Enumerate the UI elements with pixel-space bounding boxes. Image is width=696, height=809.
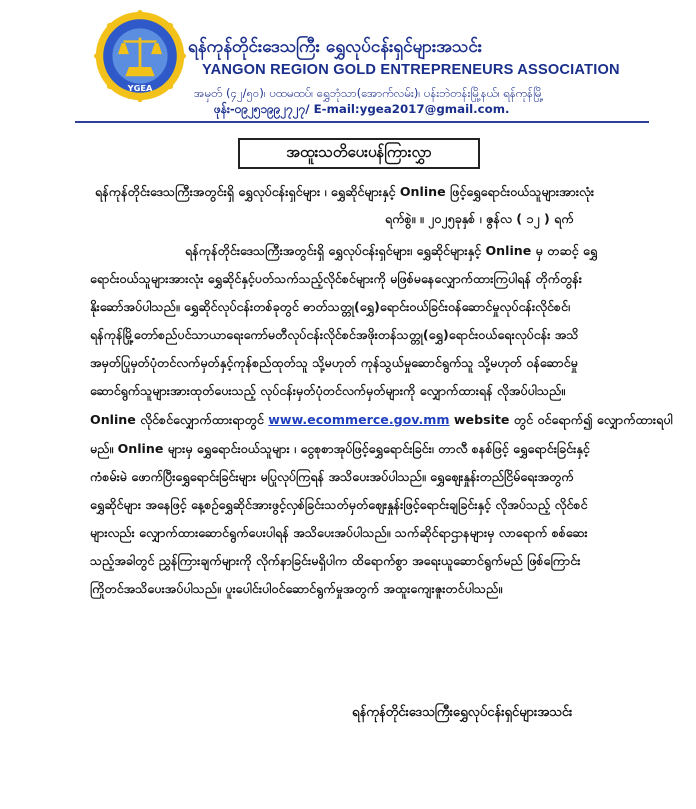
body-line: များလည်း လျှောက်ထားဆောင်ရွက်ပေးပါရန် အသိပေးအပ်ပါသည်။ သက်ဆိုင်ရာဌာနများမှ လာရောက် စစ်ဆေး <box>90 525 588 540</box>
body-line: ဆောင်ရွက်သူများအားထုတ်ပေးသည့် လုပ်ငန်းမှတ်ပုံတင်လက်မှတ်များကို လျှောက်ထားရန် လိုအပ်ပါသည်။ <box>90 383 566 398</box>
website-line-suffix: website တွင် ဝင်ရောက်၍ လျှောက်ထားရပါ <box>453 412 673 427</box>
email-label: E-mail: <box>313 102 360 116</box>
body-line: ရန်ကုန်တိုင်းဒေသကြီးအတွင်းရှိ ရွှေလုပ်ငန်းရှင်များ၊ ရွှေဆိုင်များနှင့် Online မှ တဆင့် ရွှေ <box>185 243 598 258</box>
body-line: နိုးဆော်အပ်ပါသည်။ ရွှေဆိုင်လုပ်ငန်းတစ်ခုတွင် ဓာတ်သတ္တု(ရွှေ)ရောင်းဝယ်ခြင်းဝန်ဆောင်မှုလုပ်ငန်းလိုင်စင်၊ <box>90 299 571 314</box>
org-name-myanmar: ရန်ကုန်တိုင်းဒေသကြီး ရွှေလုပ်ငန်းရှင်များအသင်း <box>188 37 483 57</box>
date-value: ။ ၂၀၂၅ခုနှစ် ၊ ဇွန်လ ( ၁၂ ) ရက် <box>419 211 574 226</box>
addressee-line: ရန်ကုန်တိုင်းဒေသကြီးအတွင်းရှိ ရွှေလုပ်ငန်းရှင်များ ၊ ရွှေဆိုင်များနှင့် Online ဖြင့်ရွှေရောင်းဝယ်သူများအားလုံး <box>95 184 595 199</box>
body-line: အမှတ်ပြုမှတ်ပုံတင်လက်မှတ်နှင့်ကုန်စည်ထုတ်သူ သို့မဟုတ် ကုန်သွယ်မှုဆောင်ရွက်သူ သို့မဟုတ် ဝန်ဆောင်မှု <box>90 355 578 370</box>
body-line: ရွှေဆိုင်များ အနေဖြင့် နေ့စဉ်ရွှေဆိုင်အားဖွင့်လှစ်ခြင်းသတ်မှတ်ဈေးနှုန်းဖြင့်ရောင်းချခြင်းနှင့် လိုအပ်သည့် လိုင်စင် <box>90 497 588 512</box>
body-line: ရောင်းဝယ်သူများအားလုံး ရွှေဆိုင်နှင့်ပတ်သက်သည့်လိုင်စင်များကို မဖြစ်မနေလျှောက်ထားကြပါရန် တိုက်တွန်း <box>90 271 583 286</box>
org-name-english: YANGON REGION GOLD ENTREPRENEURS ASSOCIATION <box>202 62 620 78</box>
website-line-prefix: Online လိုင်စင်လျှောက်ထားရာတွင် <box>90 412 264 427</box>
email-address: ygea2017@gmail.com. <box>359 102 510 116</box>
association-logo <box>94 10 186 102</box>
org-address: အမှတ် (၄၂/၅၀)၊ ပထမထပ်၊ ရွှေဘုံသာ(အောက်လမ်း)၊ ပန်းဘဲတန်းမြို့နယ်၊ ရန်ကုန်မြို့ <box>194 86 544 100</box>
signature-line: ရန်ကုန်တိုင်းဒေသကြီးရွှေလုပ်ငန်းရှင်များအသင်း <box>352 705 573 720</box>
body-line: သည့်အခါတွင် ညွှန်ကြားချက်များကို လိုက်နာခြင်းမရှိပါက ထိရောက်စွာ အရေးယူဆောင်ရွက်မည် ဖြစ်ကြောင်း <box>90 553 581 568</box>
header-divider <box>75 121 649 123</box>
notice-title: အထူးသတိပေးပန်ကြားလွှာ <box>238 138 480 169</box>
website-line <box>90 412 673 431</box>
date-line <box>385 211 574 230</box>
body-line: ကြိုတင်အသိပေးအပ်ပါသည်။ ပူးပေါင်းပါဝင်ဆောင်ရွက်မှုအတွက် အထူးကျေးဇူးတင်ပါသည်။ <box>90 581 503 596</box>
phone-number: ဖုန်း-၀၉၂၅၁၉၉၂၇၂၇/ <box>214 102 310 116</box>
body-line: ရန်ကုန်မြို့တော်စည်ပင်သာယာရေးကော်မတီလုပ်ငန်းလိုင်စင်အဖိုးတန်သတ္တု(ရွှေ)ရောင်းဝယ်ရေးလုပ်ငန်း အသိ <box>90 327 579 342</box>
ecommerce-website-link[interactable]: www.ecommerce.gov.mm <box>268 412 450 427</box>
svg-text:YGEA: YGEA <box>127 82 153 93</box>
body-line: မည်။ Online များမှ ရွှေရောင်းဝယ်သူများ ၊ ငွေစုစာအုပ်ဖြင့်ရွှေရောင်းခြင်း၊ တာလီ စနစ်ဖြင့် ရွှေရောင်းခြင်းနှင့် <box>90 441 590 456</box>
contact-line <box>214 101 510 119</box>
date-label: ရက်စွဲ။ <box>385 211 416 226</box>
body-line: ကံစမ်းမဲ ဖောက်ပြီးရွှေရောင်းခြင်းများ မပြုလုပ်ကြရန် အသိပေးအပ်ပါသည်။ ရွှေဈေးနှုန်းတည်ငြိမ်ရေးအတွက် <box>90 469 574 484</box>
